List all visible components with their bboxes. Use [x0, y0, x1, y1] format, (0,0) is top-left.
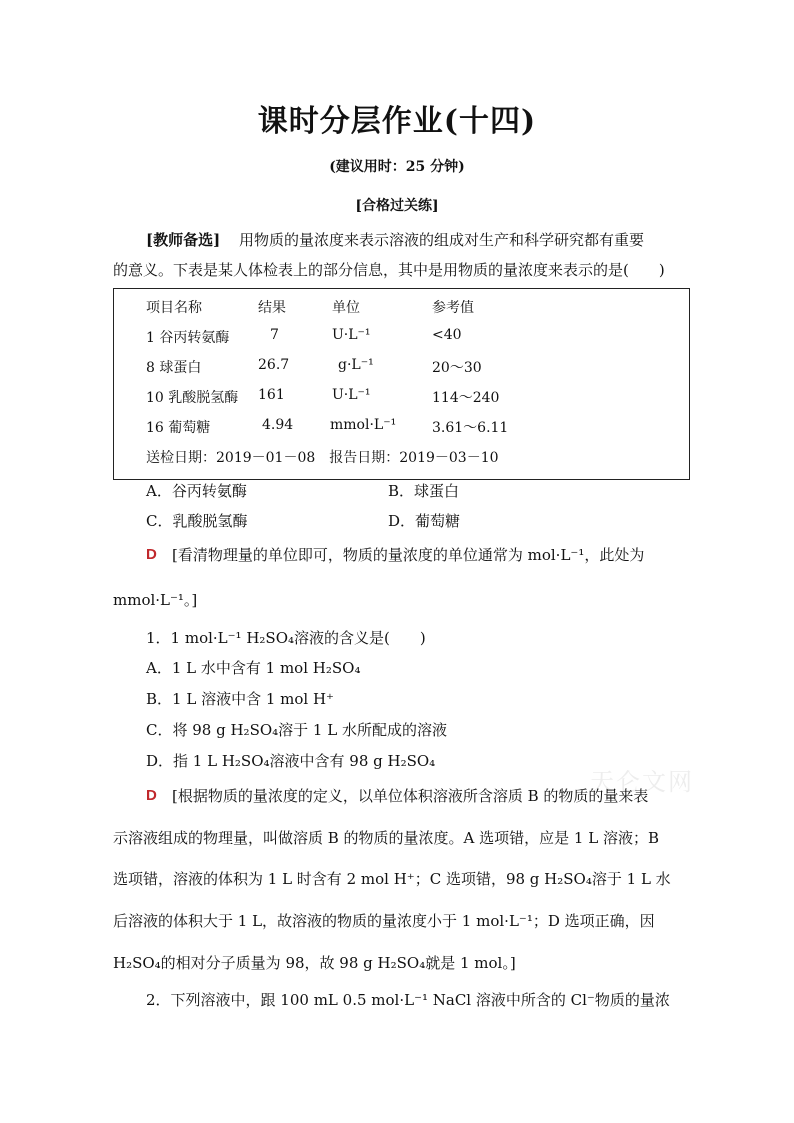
table-cell: U·L⁻¹: [332, 327, 371, 343]
option-c: C．乳酸脱氢酶: [146, 512, 248, 530]
table-cell: <40: [432, 327, 462, 343]
q1-option-d: D．指 1 L H₂SO₄溶液中含有 98 g H₂SO₄: [146, 752, 436, 770]
table-cell: 161: [258, 387, 285, 403]
table-cell: 10 乳酸脱氢酶: [146, 390, 239, 406]
table-footer-dates: 送检日期：2019－01－08 报告日期：2019－03－10: [146, 450, 499, 466]
answer-explanation-line: H₂SO₄的相对分子质量为 98，故 98 g H₂SO₄就是 1 mol。]: [113, 954, 516, 972]
table-cell: 114～240: [432, 390, 500, 406]
answer-explanation-line: 选项错，溶液的体积为 1 L 时含有 2 mol H⁺；C 选项错，98 g H₂SO₄溶于 1 L 水: [113, 870, 671, 888]
table-header-row: [114, 297, 689, 321]
q1-option-c: C．将 98 g H₂SO₄溶于 1 L 水所配成的溶液: [146, 721, 447, 739]
answer-explanation-line: mmol·L⁻¹。]: [113, 591, 198, 609]
table-cell: g·L⁻¹: [338, 357, 374, 373]
intro-tag: [教师备选]: [146, 231, 221, 249]
time-suggestion: (建议用时：25 分钟): [329, 159, 465, 175]
table-cell: 1 谷丙转氨酶: [146, 330, 230, 346]
answer-explanation-line: 后溶液的体积大于 1 L，故溶液的物质的量浓度小于 1 mol·L⁻¹；D 选项正确，因: [113, 912, 655, 930]
checkup-table: [113, 288, 690, 480]
table-cell: mmol·L⁻¹: [330, 417, 397, 433]
option-a: A．谷丙转氨酶: [146, 482, 247, 500]
table-cell: 26.7: [258, 357, 290, 373]
watermark: 天仑文网: [590, 768, 694, 796]
table-cell: 20～30: [432, 360, 482, 376]
table-row: [114, 417, 689, 441]
intro-line-1: 用物质的量浓度来表示溶液的组成对生产和科学研究都有重要: [239, 231, 645, 249]
answer-explanation-line: [根据物质的量浓度的定义，以单位体积溶液所含溶质 B 的物质的量来表: [172, 787, 649, 805]
table-header-cell: 项目名称: [146, 300, 202, 316]
answer-explanation-line: [看清物理量的单位即可，物质的量浓度的单位通常为 mol·L⁻¹，此处为: [172, 546, 645, 564]
table-cell: U·L⁻¹: [332, 387, 371, 403]
table-cell: 16 葡萄糖: [146, 420, 211, 436]
table-row: [114, 387, 689, 411]
question-1-stem: 1．1 mol·L⁻¹ H₂SO₄溶液的含义是( ): [146, 629, 426, 647]
table-header-cell: 参考值: [432, 300, 474, 316]
table-cell: 3.61～6.11: [432, 420, 509, 436]
table-footer-row: [114, 447, 689, 471]
option-d: D．葡萄糖: [388, 512, 461, 530]
intro-line-2: 的意义。下表是某人体检表上的部分信息，其中是用物质的量浓度来表示的是( ): [113, 261, 665, 279]
table-cell: 7: [270, 327, 279, 343]
q1-option-a: A．1 L 水中含有 1 mol H₂SO₄: [146, 659, 361, 677]
table-cell: 4.94: [262, 417, 294, 433]
option-b: B．球蛋白: [388, 482, 460, 500]
page-title: 课时分层作业(十四): [257, 104, 537, 139]
table-header-cell: 单位: [332, 300, 360, 316]
table-header-cell: 结果: [258, 300, 286, 316]
section-heading: [合格过关练]: [355, 198, 439, 214]
question-2-stem: 2．下列溶液中，跟 100 mL 0.5 mol·L⁻¹ NaCl 溶液中所含的 Cl⁻物质的量浓: [146, 991, 670, 1009]
answer-letter: D: [146, 546, 157, 563]
answer-explanation-line: 示溶液组成的物理量，叫做溶质 B 的物质的量浓度。A 选项错，应是 1 L 溶液；B: [113, 829, 659, 847]
table-cell: 8 球蛋白: [146, 360, 202, 376]
table-row: [114, 327, 689, 351]
table-row: [114, 357, 689, 381]
answer-letter: D: [146, 787, 157, 804]
q1-option-b: B．1 L 溶液中含 1 mol H⁺: [146, 690, 334, 708]
